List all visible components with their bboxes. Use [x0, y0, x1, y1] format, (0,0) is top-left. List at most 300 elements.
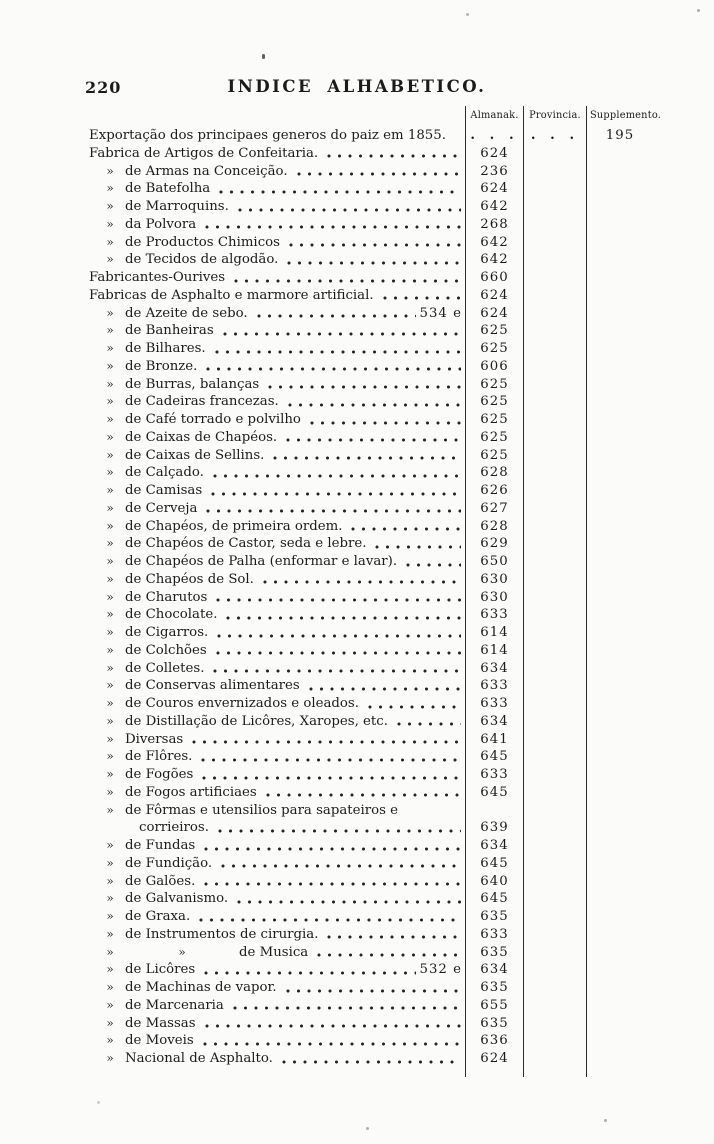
- provincia-cell: [523, 961, 586, 979]
- supplemento-cell: [586, 340, 693, 358]
- supplemento-cell: [586, 731, 693, 749]
- ditto-marker-icon: »: [106, 199, 114, 213]
- provincia-cell: [523, 163, 586, 181]
- index-row: [88, 447, 696, 465]
- index-row: [88, 802, 696, 820]
- dot-leader: [280, 1050, 461, 1068]
- provincia-cell: [523, 819, 586, 837]
- scan-speck: [466, 13, 469, 16]
- scan-speck: [697, 9, 700, 12]
- supplemento-cell: [586, 269, 693, 287]
- dot-leader: [264, 784, 461, 802]
- index-row: [88, 944, 696, 962]
- almanak-cell: 633: [465, 677, 523, 695]
- almanak-cell: [465, 802, 523, 820]
- supplemento-cell: [586, 234, 693, 252]
- supplemento-cell: [586, 589, 693, 607]
- almanak-cell: 640: [465, 873, 523, 891]
- provincia-cell: [523, 1032, 586, 1050]
- supplemento-cell: [586, 1050, 693, 1068]
- dot-leader: [404, 553, 461, 571]
- provincia-cell: [523, 393, 586, 411]
- entry-label: de Caixas de Chapéos.: [125, 429, 278, 445]
- supplemento-cell: [586, 624, 693, 642]
- entry-label-cell: [88, 305, 465, 323]
- almanak-cell: 639: [465, 819, 523, 837]
- dot-leader: [211, 660, 461, 678]
- index-table: [88, 106, 696, 1077]
- ditto-marker-icon: »: [106, 500, 114, 515]
- entry-label-cell: [88, 393, 465, 411]
- provincia-cell: [523, 606, 586, 624]
- entry-label-cell: [88, 624, 465, 642]
- ditto-marker-icon: »: [106, 181, 114, 196]
- dot-leader: [200, 766, 461, 784]
- entry-label-cell: [88, 748, 465, 766]
- provincia-cell: [523, 571, 586, 589]
- almanak-cell: 641: [465, 731, 523, 749]
- provincia-cell: . . .: [523, 127, 586, 145]
- dot-leader: [266, 376, 461, 394]
- entry-label: de Chapéos, de primeira ordem.: [125, 518, 343, 534]
- index-row: [88, 624, 696, 642]
- ditto-marker-icon: »: [106, 554, 114, 568]
- supplemento-cell: [586, 163, 693, 181]
- ditto-marker-icon: »: [106, 341, 114, 355]
- index-row: [88, 180, 696, 198]
- almanak-cell: 635: [465, 908, 523, 926]
- provincia-cell: [523, 660, 586, 678]
- almanak-cell: 655: [465, 997, 523, 1015]
- entry-label: de Marroquins.: [125, 199, 229, 214]
- almanak-cell: 634: [465, 837, 523, 855]
- provincia-cell: [523, 251, 586, 269]
- dot-leader: [202, 873, 461, 891]
- entry-label: de Fôrmas e utensilios para sapateiros e: [125, 802, 399, 818]
- dot-leader: [217, 180, 461, 198]
- entry-label: de Azeite de sebo.: [125, 305, 248, 321]
- provincia-cell: [523, 234, 586, 252]
- ditto-marker-icon: »: [106, 376, 114, 391]
- index-row: [88, 429, 696, 447]
- supplemento-cell: [586, 305, 693, 323]
- cross-reference: 534 e: [419, 305, 462, 321]
- ditto-marker-icon: »: [106, 536, 114, 551]
- ditto-marker-icon: »: [106, 305, 114, 320]
- entry-label-cell: [88, 997, 465, 1015]
- entry-label-cell: [88, 677, 465, 695]
- almanak-cell: 636: [465, 1032, 523, 1050]
- ditto-marker-icon: »: [106, 252, 114, 267]
- entry-label-cell: [88, 731, 465, 749]
- provincia-cell: [523, 358, 586, 376]
- entry-label-cell: [88, 713, 465, 731]
- entry-label-cell: [88, 1050, 465, 1068]
- entry-label: de Licôres: [125, 962, 196, 978]
- provincia-cell: [523, 731, 586, 749]
- supplemento-cell: [586, 677, 693, 695]
- ditto-marker-icon: »: [106, 642, 114, 657]
- index-row: [88, 269, 696, 287]
- index-row: [88, 819, 696, 837]
- entry-label-cell: [88, 127, 465, 145]
- ditto-marker-icon: »: [106, 980, 114, 994]
- supplemento-cell: [586, 944, 693, 962]
- index-row: [88, 677, 696, 695]
- index-table-body: [88, 127, 696, 1068]
- almanak-cell: 645: [465, 748, 523, 766]
- dot-leader: [219, 855, 461, 873]
- supplemento-cell: [586, 802, 693, 820]
- almanak-cell: 236: [465, 163, 523, 181]
- entry-label-cell: [88, 163, 465, 181]
- provincia-cell: [523, 447, 586, 465]
- entry-label-cell: [88, 251, 465, 269]
- ditto-marker-icon: »: [106, 909, 114, 923]
- ditto-marker-icon: »: [106, 660, 114, 675]
- almanak-cell: 645: [465, 890, 523, 908]
- entry-label: de Bronze.: [125, 358, 198, 374]
- almanak-cell: 633: [465, 926, 523, 944]
- entry-label: de Chapéos de Sol.: [125, 571, 254, 587]
- ditto-marker-icon: »: [106, 713, 114, 728]
- dot-leader: [231, 997, 461, 1015]
- provincia-cell: [523, 429, 586, 447]
- supplemento-cell: [586, 553, 693, 571]
- almanak-cell: 606: [465, 358, 523, 376]
- ditto-marker-icon: »: [106, 997, 114, 1012]
- supplemento-cell: 195: [586, 127, 693, 145]
- entry-label: de Fundição.: [125, 855, 213, 871]
- provincia-cell: [523, 642, 586, 660]
- provincia-cell: [523, 287, 586, 305]
- entry-label-cell: [88, 340, 465, 358]
- dot-leader: [221, 322, 461, 340]
- rule-extension: [88, 1068, 696, 1077]
- entry-label-cell: [88, 198, 465, 216]
- almanak-cell: 625: [465, 447, 523, 465]
- provincia-cell: [523, 180, 586, 198]
- entry-label: de Calçado.: [125, 465, 204, 481]
- index-row: [88, 837, 696, 855]
- entry-label-cell: [88, 145, 465, 163]
- supplemento-cell: [586, 145, 693, 163]
- dot-leader: [202, 837, 461, 855]
- entry-label: de Bilhares.: [125, 341, 206, 356]
- ditto-marker-icon: »: [106, 216, 114, 231]
- ditto-marker-icon: »: [106, 483, 114, 497]
- index-row: [88, 305, 696, 323]
- provincia-cell: [523, 411, 586, 429]
- dot-leader: [213, 340, 461, 358]
- almanak-cell: 614: [465, 624, 523, 642]
- entry-label: de Chocolate.: [125, 607, 218, 623]
- ditto-marker-icon: »: [106, 429, 114, 444]
- ditto-marker-icon: »: [106, 465, 114, 480]
- almanak-cell: 645: [465, 855, 523, 873]
- supplemento-cell: [586, 606, 693, 624]
- entry-label: de Batefolha: [125, 181, 211, 197]
- entry-label-cell: [88, 376, 465, 394]
- ditto-marker-icon: »: [106, 323, 114, 338]
- ditto-marker-icon: »: [106, 855, 114, 870]
- almanak-cell: 633: [465, 606, 523, 624]
- index-row: [88, 198, 696, 216]
- entry-label-cell: [88, 589, 465, 607]
- ditto-marker-icon: »: [106, 1033, 114, 1048]
- entry-label: de Fogões: [125, 767, 194, 782]
- index-row: [88, 500, 696, 518]
- ditto-marker-icon: »: [106, 412, 114, 426]
- provincia-cell: [523, 926, 586, 944]
- index-row: [88, 855, 696, 873]
- entry-label-cell: [88, 447, 465, 465]
- dot-leader: [373, 535, 461, 553]
- index-row: [88, 234, 696, 252]
- entry-label: de Colchões: [125, 642, 207, 658]
- index-row: [88, 145, 696, 163]
- almanak-cell: 634: [465, 713, 523, 731]
- entry-label: de Banheiras: [125, 323, 214, 339]
- index-row: [88, 287, 696, 305]
- index-row: [88, 979, 696, 997]
- entry-label-cell: [88, 287, 465, 305]
- dot-leader: [203, 1015, 461, 1033]
- ditto-marker-icon: »: [106, 394, 114, 409]
- entry-label-cell: [88, 926, 465, 944]
- index-row: [88, 1015, 696, 1033]
- supplemento-cell: [586, 642, 693, 660]
- page-title: INDICE ALHABETICO.: [227, 77, 487, 96]
- entry-label: Fabricas de Asphalto e marmore artificial.: [89, 287, 374, 303]
- entry-label: de Caixas de Sellins.: [125, 447, 265, 463]
- index-row: [88, 393, 696, 411]
- almanak-cell: 614: [465, 642, 523, 660]
- provincia-cell: [523, 979, 586, 997]
- supplemento-cell: [586, 961, 693, 979]
- index-row: [88, 1032, 696, 1050]
- supplemento-cell: [586, 464, 693, 482]
- entry-label-cell: [88, 908, 465, 926]
- almanak-cell: 645: [465, 784, 523, 802]
- almanak-cell: 660: [465, 269, 523, 287]
- index-row: [88, 553, 696, 571]
- ditto-marker-icon: »: [106, 838, 114, 852]
- almanak-cell: 624: [465, 1050, 523, 1068]
- entry-label: de Distillação de Licôres, Xaropes, etc.: [125, 713, 388, 729]
- supplemento-cell: [586, 766, 693, 784]
- almanak-cell: 625: [465, 411, 523, 429]
- entry-label-cell: [88, 660, 465, 678]
- supplemento-cell: [586, 358, 693, 376]
- entry-label: de Chapéos de Palha (enformar e lavar).: [125, 554, 398, 569]
- entry-label: Exportação dos principaes generos do paiz em 1855.: [89, 128, 446, 143]
- almanak-cell: 624: [465, 145, 523, 163]
- index-row: [88, 926, 696, 944]
- supplemento-cell: [586, 1015, 693, 1033]
- provincia-cell: [523, 518, 586, 536]
- supplemento-cell: [586, 322, 693, 340]
- entry-label: de Camisas: [125, 483, 203, 498]
- supplemento-cell: [586, 819, 693, 837]
- supplemento-cell: [586, 908, 693, 926]
- dot-leader: [232, 269, 461, 287]
- almanak-cell: 625: [465, 322, 523, 340]
- entry-label: de Moveis: [125, 1033, 194, 1049]
- almanak-cell: 626: [465, 482, 523, 500]
- entry-label-cell: [88, 500, 465, 518]
- entry-label: de Graxa.: [125, 909, 191, 924]
- entry-label: de Couros envernizados e oleados.: [125, 696, 359, 711]
- provincia-cell: [523, 305, 586, 323]
- dot-leader: [315, 944, 461, 962]
- supplemento-cell: [586, 837, 693, 855]
- entry-label: de Burras, balanças: [125, 376, 260, 392]
- provincia-cell: [523, 695, 586, 713]
- almanak-cell: 625: [465, 429, 523, 447]
- supplemento-cell: [586, 411, 693, 429]
- entry-label: de Café torrado e polvilho: [125, 412, 301, 427]
- ditto-marker-icon: »: [106, 891, 114, 906]
- provincia-cell: [523, 500, 586, 518]
- almanak-cell: 628: [465, 464, 523, 482]
- entry-label: de Colletes.: [125, 660, 205, 676]
- provincia-cell: [523, 322, 586, 340]
- index-row: [88, 961, 696, 979]
- entry-label-cell: [88, 234, 465, 252]
- entry-label-cell: [88, 322, 465, 340]
- dot-leader: [286, 393, 461, 411]
- column-header-provincia: Provincia.: [523, 106, 586, 127]
- entry-label: Fabrica de Artigos de Confeitaria.: [89, 145, 319, 161]
- entry-label: de Cadeiras francezas.: [125, 394, 279, 410]
- index-row: [88, 482, 696, 500]
- filler: [398, 802, 465, 820]
- entry-label-cell: [88, 979, 465, 997]
- supplemento-cell: [586, 500, 693, 518]
- dot-leader: [284, 429, 461, 447]
- entry-label-cell: [88, 482, 465, 500]
- ditto-marker-icon: »: [106, 447, 114, 462]
- almanak-cell: . . .: [465, 127, 523, 145]
- almanak-cell: 627: [465, 500, 523, 518]
- index-row: [88, 784, 696, 802]
- entry-label-cell: [88, 429, 465, 447]
- dot-leader: [295, 163, 461, 181]
- dot-leader: [215, 624, 461, 642]
- scan-speck: [262, 54, 265, 59]
- dot-leader: [308, 411, 461, 429]
- index-row: [88, 713, 696, 731]
- supplemento-cell: [586, 784, 693, 802]
- entry-label-cell: [88, 269, 465, 287]
- provincia-cell: [523, 890, 586, 908]
- index-row: [88, 216, 696, 234]
- dot-leader: [199, 748, 461, 766]
- supplemento-cell: [586, 660, 693, 678]
- entry-label: de Musica: [239, 944, 309, 960]
- dot-leader: [209, 482, 461, 500]
- entry-label: de Galvanismo.: [125, 891, 229, 907]
- provincia-cell: [523, 1015, 586, 1033]
- cross-reference: 532 e: [419, 962, 462, 978]
- ditto-marker-icon: »: [106, 784, 114, 799]
- ditto-marker-icon: »: [106, 358, 114, 373]
- entry-label: de Instrumentos de cirurgia.: [125, 926, 319, 942]
- supplemento-cell: [586, 198, 693, 216]
- dot-leader: [307, 677, 461, 695]
- ditto-marker-icon: »: [178, 944, 186, 959]
- ditto-marker-icon: »: [106, 1051, 114, 1065]
- provincia-cell: [523, 269, 586, 287]
- provincia-cell: [523, 855, 586, 873]
- index-row: [88, 340, 696, 358]
- ditto-marker-icon: »: [106, 163, 114, 178]
- almanak-cell: 635: [465, 979, 523, 997]
- provincia-cell: [523, 464, 586, 482]
- entry-label: de Tecidos de algodão.: [125, 252, 279, 268]
- column-header-supplemento: Supplemento.: [586, 106, 693, 127]
- almanak-cell: 624: [465, 305, 523, 323]
- ditto-marker-icon: »: [106, 625, 114, 639]
- supplemento-cell: [586, 447, 693, 465]
- almanak-cell: 634: [465, 660, 523, 678]
- index-row: [88, 642, 696, 660]
- entry-label-cell: [88, 571, 465, 589]
- entry-label: de Galões.: [125, 873, 196, 889]
- provincia-cell: [523, 677, 586, 695]
- dot-leader: [204, 500, 461, 518]
- index-row: [88, 571, 696, 589]
- entry-label: Diversas: [125, 731, 184, 747]
- entry-label-cell: [88, 890, 465, 908]
- entry-label-cell: [88, 819, 465, 837]
- entry-label: de Massas: [125, 1015, 196, 1031]
- entry-label-cell: [88, 1015, 465, 1033]
- almanak-cell: 634: [465, 961, 523, 979]
- almanak-cell: 628: [465, 518, 523, 536]
- ditto-marker-icon: »: [106, 571, 114, 586]
- header-spacer: [88, 106, 465, 127]
- dot-leader: [271, 447, 461, 465]
- almanak-cell: 642: [465, 251, 523, 269]
- dot-leader: [395, 713, 461, 731]
- almanak-cell: 624: [465, 180, 523, 198]
- entry-label-cell: [88, 553, 465, 571]
- provincia-cell: [523, 837, 586, 855]
- almanak-cell: 625: [465, 393, 523, 411]
- dot-leader: [381, 287, 461, 305]
- ditto-marker-icon: »: [106, 962, 114, 977]
- entry-label-cell: [88, 766, 465, 784]
- scan-speck: [97, 1101, 100, 1104]
- dot-leader: [214, 642, 461, 660]
- almanak-cell: 268: [465, 216, 523, 234]
- index-row: [88, 464, 696, 482]
- provincia-cell: [523, 1050, 586, 1068]
- supplemento-cell: [586, 979, 693, 997]
- entry-label-cell: [88, 855, 465, 873]
- provincia-cell: [523, 624, 586, 642]
- almanak-cell: 642: [465, 234, 523, 252]
- supplemento-cell: [586, 482, 693, 500]
- entry-label: de Charutos: [125, 589, 208, 605]
- supplemento-cell: [586, 713, 693, 731]
- index-row: [88, 873, 696, 891]
- almanak-cell: 625: [465, 376, 523, 394]
- provincia-cell: [523, 873, 586, 891]
- entry-label: de Conservas alimentares: [125, 678, 300, 694]
